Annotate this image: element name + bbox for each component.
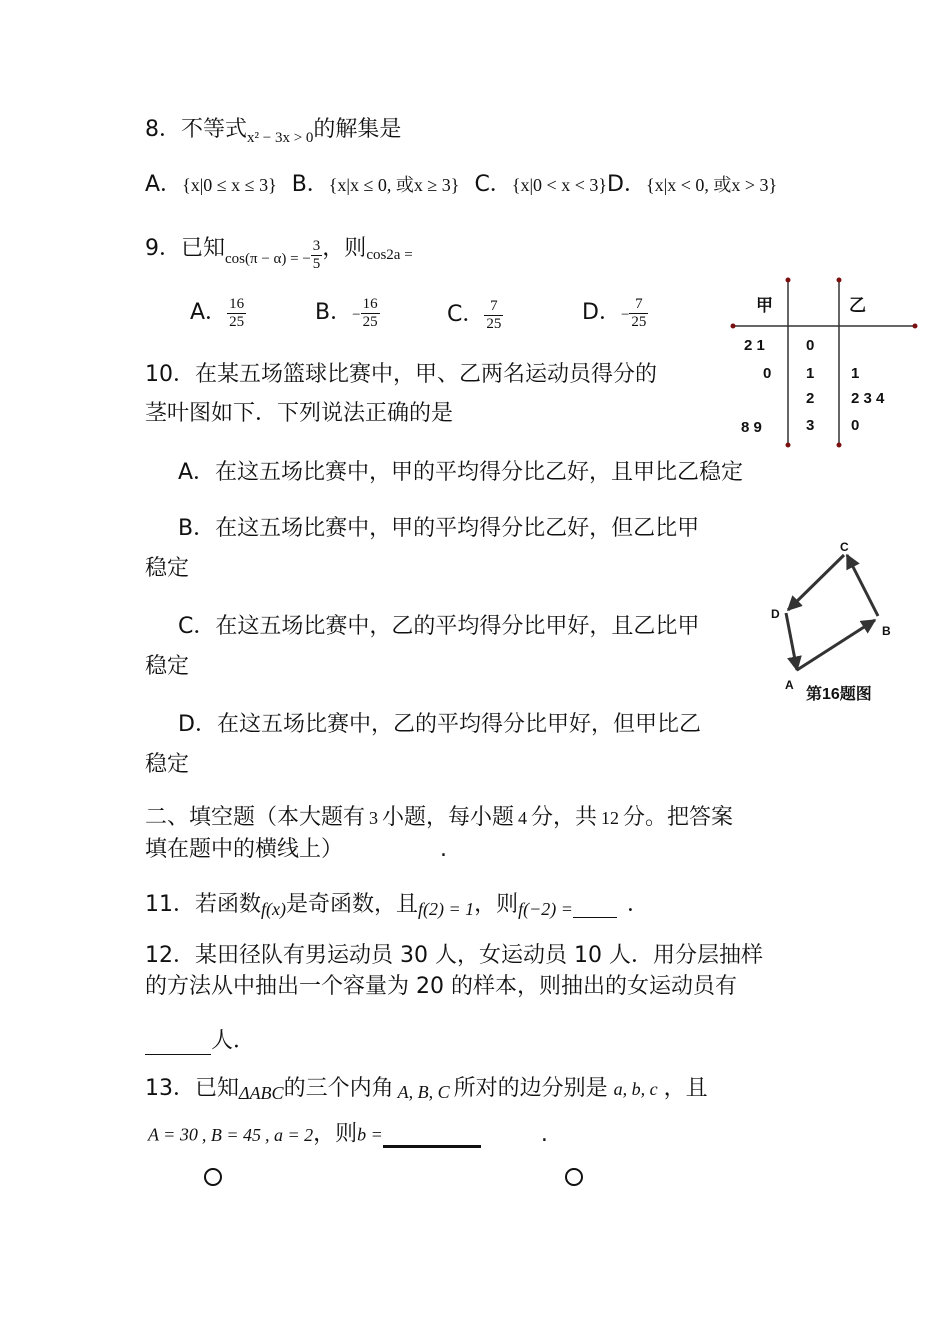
stem-leaf-row0-left: 2 1 [744,337,765,354]
q9-option-b-num: 16 [362,296,378,312]
q9-option-d-sign: − [620,307,630,323]
q10-line2: 茎叶图如下．下列说法正确的是 [145,401,454,426]
section2-points-total: 12 [601,808,620,828]
section2-dot: . [440,837,447,862]
q12-answer-blank[interactable] [145,1024,211,1055]
q9-option-b-fraction [361,296,380,330]
q8-options [145,172,777,198]
q8-option-c-set: {x|0 < x < 3} [511,175,607,195]
q13-answer-blank[interactable] [383,1121,481,1148]
q9-option-d-label: D． [582,300,621,325]
q13-end2: . [540,1121,548,1147]
q9-option-d-num: 7 [629,296,648,314]
q9-stem: 9．已知 [145,236,225,261]
q8-option-c-label: C． [474,172,512,197]
q9-fraction [311,238,323,272]
q10-option-d-line2: 稳定 [145,752,190,777]
q9-expression-right: cos2a = [366,247,413,263]
q9-option-b-sign: − [352,307,361,323]
section2-line2: 填在题中的横线上） [145,837,344,862]
stem-leaf-row3-stem: 3 [806,417,815,434]
q13-ask: ，则 [313,1121,358,1147]
q13-given-b-angle: , B = 45 [201,1124,261,1145]
q8-option-b-set: {x|x ≤ 0, 或x ≥ 3} [328,175,460,195]
q8-stem-line [145,117,402,146]
q9-option-a-den: 25 [229,313,245,330]
q9-option-c-num: 7 [484,298,503,316]
q11-given: f(2) = 1 [418,899,475,919]
figure16-quadrilateral [770,540,900,690]
q8-option-b-label: B． [291,172,329,197]
section2-line1 [145,805,733,831]
q12-line1: 12．某田径队有男运动员 30 人，女运动员 10 人．用分层抽样 [145,943,763,968]
q8-option-a-label: A． [145,172,183,197]
q9-option-c-den: 25 [486,315,502,332]
q10-option-c-line2: 稳定 [145,654,190,679]
section2-text-d: 分。把答案 [623,805,734,830]
section2-num-questions: 3 [369,808,379,828]
q9-option-a-fraction [227,296,246,330]
stem-leaf-right-header: 乙 [849,296,866,315]
q11-mid1: 是奇函数，且 [285,892,418,917]
q9-option-d [582,296,648,330]
q11-mid2: ，则 [474,892,519,917]
stem-leaf-row2-stem: 2 [806,390,815,407]
section2-points-each: 4 [518,808,528,828]
q8-option-d-label: D． [607,172,646,197]
q9-mid: ，则 [322,236,367,261]
stem-leaf-row2-right: 2 3 4 [851,390,885,407]
q8-expression: x² − 3x > 0 [247,130,314,146]
q11-answer-blank[interactable] [573,897,617,918]
q9-option-b-label: B． [315,300,353,325]
q9-stem-line [145,232,413,272]
stem-leaf-left-header: 甲 [756,296,773,315]
q12-line2: 的方法从中抽出一个容量为 20 的样本，则抽出的女运动员有 [145,974,737,999]
q8-option-d-set: {x|x < 0, 或x > 3} [645,175,778,195]
q11-stem: 11．若函数 [145,892,261,917]
q10-option-b-line1: B．在这五场比赛中，甲的平均得分比乙好，但乙比甲 [178,516,700,541]
figure16-caption: 第16题图 [806,686,872,703]
q10-option-c-line1: C．在这五场比赛中，乙的平均得分比甲好，且乙比甲 [178,614,700,639]
q11-end: ． [626,892,649,917]
q8-stem: 8．不等式 [145,117,247,142]
q10-option-a: A．在这五场比赛中，甲的平均得分比乙好，且甲比乙稳定 [178,460,744,485]
q13-stem: 13．已知 [145,1076,239,1101]
q9-option-a [190,296,246,330]
q9-fraction-denominator: 5 [312,255,321,272]
q12-line3-text: 人． [211,1028,256,1054]
stem-leaf-row1-right: 1 [851,365,860,382]
q9-option-b-den: 25 [362,313,378,330]
q9-option-c-label: C． [447,302,485,327]
q8-option-a-set: {x|0 ≤ x ≤ 3} [182,175,277,195]
q13-mid2: 所对的边分别是 [453,1076,608,1101]
q9-option-b [315,296,380,330]
figure16-label-d: D [771,607,780,621]
stem-leaf-row0-stem: 0 [806,337,815,354]
q9-option-c [447,298,503,332]
q8-tail: 的解集是 [313,117,402,142]
q9-option-d-den: 25 [631,313,647,330]
q13-mid1: 的三个内角 [283,1076,394,1101]
q11-ask: f(−2) = [518,899,573,919]
figure16-label-c: C [840,540,849,554]
q13-end1: ，且 [663,1076,708,1101]
q13-angles: A, B, C [397,1082,450,1102]
section2-text-b: 小题，每小题 [382,805,515,830]
degree-circle-icon [565,1168,583,1186]
q13-b-expression: b = [357,1124,383,1145]
figure16-label-b: B [882,624,891,638]
q10-option-d-line1: D．在这五场比赛中，乙的平均得分比甲好，但甲比乙 [178,712,701,737]
q9-option-c-fraction [484,298,503,332]
q9-expression-left: cos(π − α) = − [225,251,311,267]
q11-line [145,892,649,918]
q13-given-a-side: , a = 2 [264,1124,314,1145]
q12-line3 [145,1024,255,1055]
section2-text-a: 二、填空题（本大题有 [145,805,366,830]
stem-leaf-row3-right: 0 [851,417,860,434]
q11-function: f(x) [261,899,286,919]
stem-leaf-row1-left: 0 [763,365,772,382]
q10-option-b-line2: 稳定 [145,556,190,581]
q9-fraction-numerator: 3 [312,238,321,254]
q13-triangle: ΔABC [239,1083,284,1103]
q9-option-a-label: A． [190,300,228,325]
q9-option-a-num: 16 [229,296,245,312]
q13-sides: a, b, c [613,1079,658,1099]
q13-line2 [148,1121,548,1148]
stem-leaf-row3-left: 8 9 [741,419,762,436]
q13-line1 [145,1076,708,1102]
figure16-label-a: A [785,678,794,692]
stem-leaf-row1-stem: 1 [806,365,815,382]
q9-option-d-fraction [629,296,648,330]
q13-given-a-angle: A = 30 [148,1124,198,1145]
section2-text-c: 分，共 [531,805,598,830]
q10-line1: 10．在某五场篮球比赛中，甲、乙两名运动员得分的 [145,362,657,387]
degree-circle-icon [204,1168,222,1186]
